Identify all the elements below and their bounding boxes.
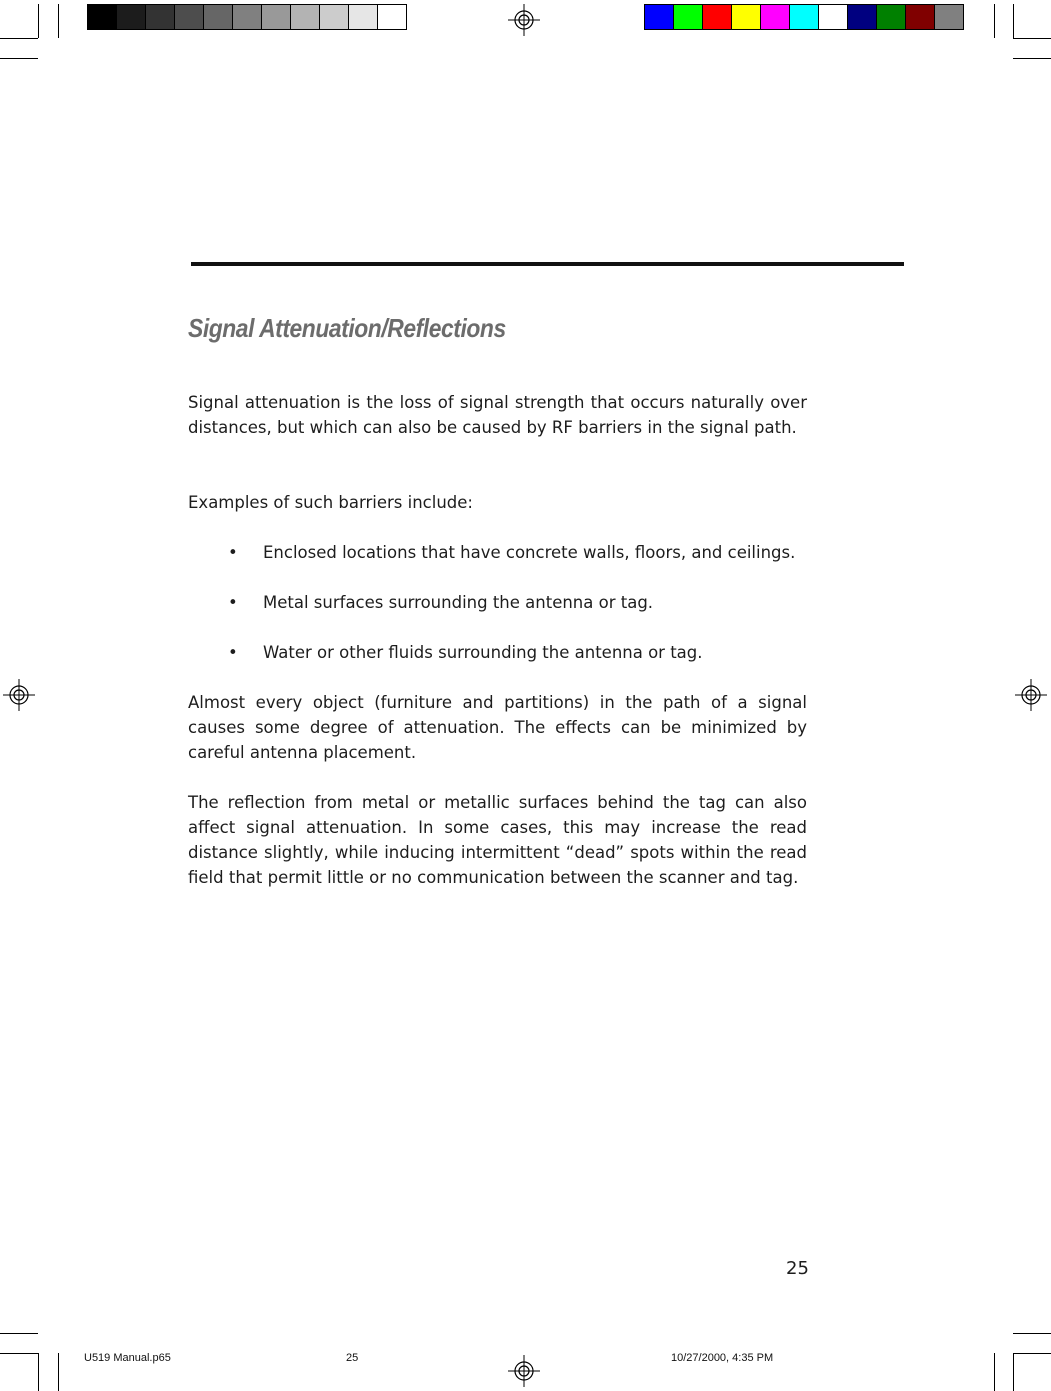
color-swatch xyxy=(378,5,406,29)
crop-mark xyxy=(0,1353,38,1354)
crop-mark xyxy=(1013,4,1014,38)
grayscale-bar xyxy=(87,4,407,30)
color-swatch xyxy=(175,5,204,29)
section-title: Signal Attenuation/Reflections xyxy=(188,313,506,343)
crop-mark xyxy=(994,4,995,38)
color-swatch xyxy=(674,5,703,29)
slug-date: 10/27/2000, 4:35 PM xyxy=(671,1352,774,1364)
color-swatch xyxy=(262,5,291,29)
crop-mark xyxy=(58,1353,59,1391)
color-swatch xyxy=(645,5,674,29)
color-swatch xyxy=(146,5,175,29)
paragraph-attenuation: Almost every object (furniture and partitions) in the path of a signal causes some degree of attenuation. The effects can be minimized by careful antenna placement. xyxy=(188,693,807,762)
color-swatch xyxy=(703,5,732,29)
color-swatch xyxy=(877,5,906,29)
list-item-text: Metal surfaces surrounding the antenna or tag. xyxy=(263,593,654,612)
crop-mark xyxy=(1013,58,1051,59)
registration-mark-icon xyxy=(508,1355,540,1387)
color-swatch xyxy=(935,5,963,29)
color-swatch xyxy=(819,5,848,29)
color-swatch xyxy=(848,5,877,29)
slug-filename: U519 Manual.p65 xyxy=(84,1352,171,1364)
crop-mark xyxy=(1013,1353,1014,1391)
page-number: 25 xyxy=(786,1258,809,1279)
list-item-text: Enclosed locations that have concrete walls, floors, and ceilings. xyxy=(263,543,796,562)
color-swatch xyxy=(88,5,117,29)
color-swatch xyxy=(906,5,935,29)
color-swatch xyxy=(117,5,146,29)
section-rule xyxy=(191,262,904,266)
slug-page: 25 xyxy=(346,1352,359,1364)
crop-mark xyxy=(0,38,38,39)
registration-mark-icon xyxy=(1015,679,1047,711)
registration-mark-icon xyxy=(508,4,540,36)
examples-lead: Examples of such barriers include: xyxy=(188,493,473,512)
color-swatch xyxy=(732,5,761,29)
color-swatch xyxy=(204,5,233,29)
bullet-icon: • xyxy=(228,543,238,562)
bullet-icon: • xyxy=(228,643,238,662)
crop-mark xyxy=(994,1353,995,1391)
color-swatch xyxy=(790,5,819,29)
crop-mark xyxy=(0,58,38,59)
color-swatch xyxy=(291,5,320,29)
list-item-text: Water or other fluids surrounding the antenna or tag. xyxy=(263,643,703,662)
color-swatch xyxy=(233,5,262,29)
crop-mark xyxy=(1013,1353,1051,1354)
registration-mark-icon xyxy=(3,679,35,711)
color-swatch xyxy=(320,5,349,29)
color-swatch xyxy=(349,5,378,29)
crop-mark xyxy=(1013,38,1051,39)
crop-mark xyxy=(1013,1333,1051,1334)
crop-mark xyxy=(38,1353,39,1391)
crop-mark xyxy=(0,1333,38,1334)
bullet-icon: • xyxy=(228,593,238,612)
color-swatch xyxy=(761,5,790,29)
intro-paragraph: Signal attenuation is the loss of signal strength that occurs naturally over distances, but which can also be caused by RF barriers in the signal path. xyxy=(188,393,807,437)
paragraph-reflection: The reflection from metal or metallic surfaces behind the tag can also affect signal attenuation. In some cases, this may increase the read distance slightly, while inducing intermittent “dead” spots within the read field that permit little or no communication between the scanner and tag. xyxy=(188,793,807,887)
color-bar xyxy=(644,4,964,30)
crop-mark xyxy=(38,4,39,38)
crop-mark xyxy=(58,4,59,38)
